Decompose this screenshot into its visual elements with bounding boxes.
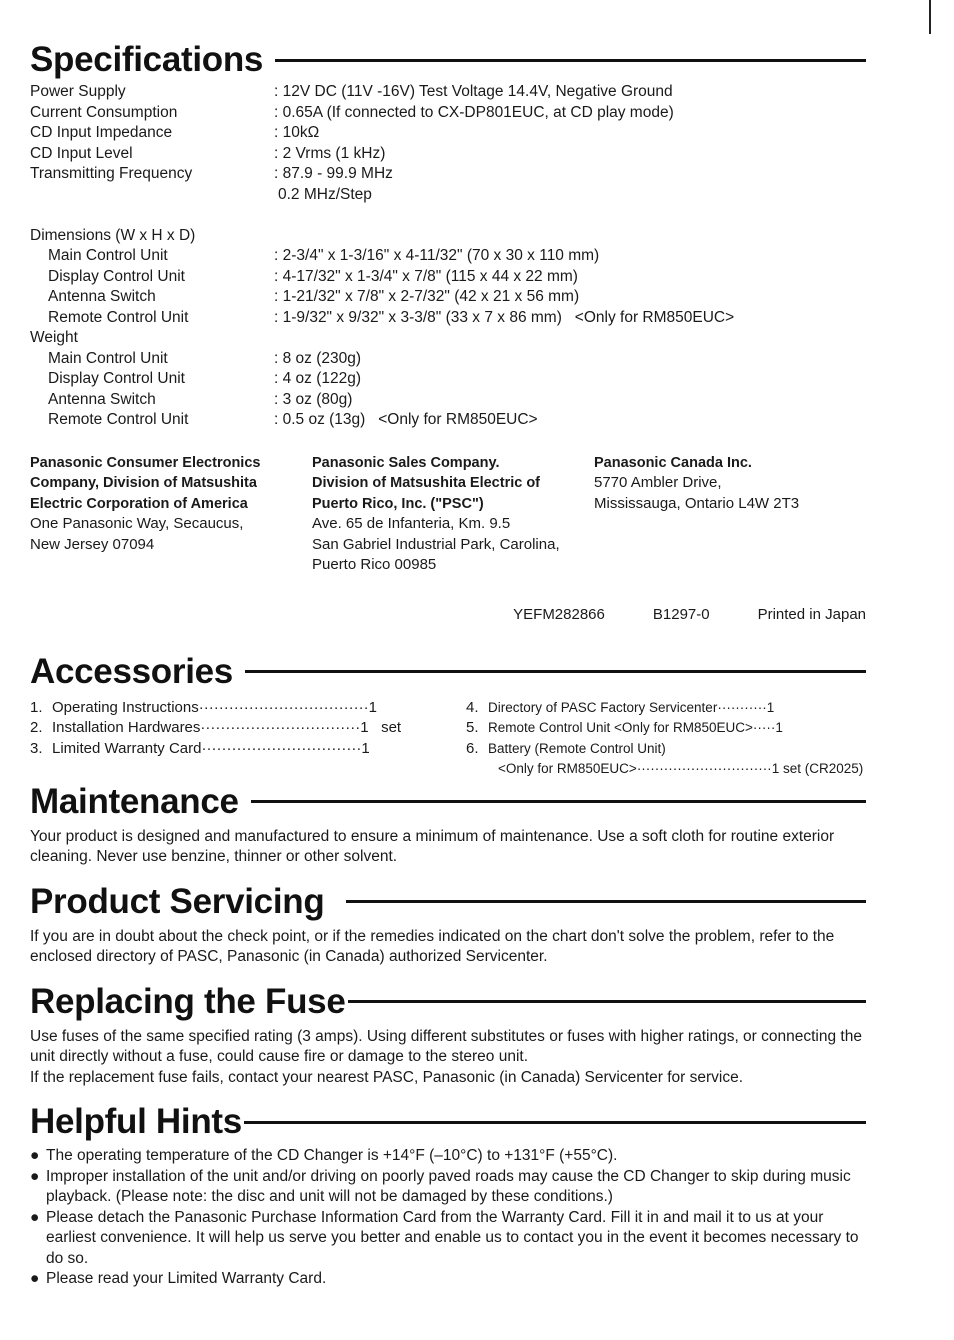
list-item: [466, 759, 866, 780]
leader-dots: ···········: [717, 699, 767, 715]
spec-row: [30, 82, 866, 103]
weight-label: Weight: [30, 329, 78, 346]
spec-value: : 0.65A (If connected to CX-DP801EUC, at CD play mode): [274, 103, 674, 121]
heading-rule: [348, 1000, 867, 1003]
item-number: 5.: [466, 719, 479, 736]
fuse-title: Replacing the Fuse: [30, 981, 346, 1021]
item-name: Operating Instructions: [52, 698, 199, 716]
print-info: [30, 606, 866, 626]
helpful-hints-heading: [30, 1102, 866, 1142]
document-code: YEFM282866: [513, 605, 605, 623]
item-number: 3.: [30, 739, 43, 757]
spec-row: [30, 308, 866, 329]
spec-value: : 2-3/4" x 1-3/16" x 4-11/32" (70 x 30 x 110 mm): [274, 247, 600, 264]
spec-row: [30, 246, 866, 267]
spec-label: Display Control Unit: [48, 370, 185, 387]
list-item: [30, 698, 466, 719]
item-name: Remote Control Unit <Only for RM850EUC>: [488, 720, 753, 735]
item-number: 1.: [30, 698, 43, 716]
heading-rule: [251, 800, 866, 803]
list-item: [30, 718, 466, 739]
spec-value: : 12V DC (11V -16V) Test Voltage 14.4V, Negative Ground: [274, 83, 673, 100]
hints-list: [30, 1146, 866, 1290]
spec-label: Current Consumption: [30, 103, 178, 121]
hint-text: Please detach the Panasonic Purchase Information Card from the Warranty Card. Fill it in and mail it to us at your earliest convenience. It will help us serve you better and enable us to contact you in the event it becomes necessary to do so.: [46, 1208, 859, 1267]
item-name: <Only for RM850EUC>: [498, 761, 637, 776]
spec-label: Antenna Switch: [48, 390, 156, 408]
company-name: Electric Corporation of America: [30, 495, 248, 512]
spec-label: [30, 185, 274, 206]
address-line: Puerto Rico 00985: [312, 556, 437, 573]
maintenance-title: Maintenance: [30, 781, 239, 821]
spec-row: [30, 287, 866, 308]
item-qty: 1: [775, 720, 783, 735]
item-qty: 1: [766, 699, 775, 715]
bullet-icon: ●: [30, 1147, 40, 1164]
heading-rule: [275, 59, 866, 62]
company-name: Panasonic Canada Inc.: [594, 454, 752, 471]
item-number: 2.: [30, 719, 43, 736]
spec-label: Remote Control Unit: [48, 411, 189, 428]
address-line: Mississauga, Ontario L4W 2T3: [594, 494, 800, 512]
spec-value: : 4 oz (122g): [274, 370, 362, 387]
address-block-america: [30, 453, 312, 576]
company-name: Panasonic Sales Company.: [312, 454, 500, 471]
spec-value: : 1-9/32" x 9/32" x 3-3/8" (33 x 7 x 86 mm) <Only for RM850EUC>: [274, 308, 735, 326]
spec-row: [30, 410, 866, 431]
list-item: [30, 1208, 866, 1270]
accessories-right-column: [466, 698, 866, 780]
spec-value: : 4-17/32" x 1-3/4" x 7/8" (115 x 44 x 22 mm): [274, 267, 578, 285]
spec-label: CD Input Impedance: [30, 124, 173, 141]
hint-text: The operating temperature of the CD Changer is +14°F (–10°C) to +131°F (+55°C).: [46, 1147, 618, 1164]
address-block-puerto-rico: [312, 453, 594, 576]
leader-dots: ································: [200, 719, 361, 736]
list-item: [30, 1167, 866, 1208]
accessories-title: Accessories: [30, 651, 233, 691]
item-name: Battery (Remote Control Unit): [488, 740, 666, 756]
item-number: 4.: [466, 698, 479, 716]
spec-label: Power Supply: [30, 83, 126, 100]
list-item: [466, 698, 866, 719]
leader-dots: ······························: [636, 761, 772, 776]
leader-dots: ································: [201, 739, 362, 757]
spec-row: [30, 185, 866, 206]
spec-label: Antenna Switch: [48, 288, 156, 305]
bullet-icon: ●: [30, 1270, 40, 1287]
item-qty: 1: [361, 739, 370, 757]
leader-dots: ·····: [752, 720, 776, 735]
spec-row: [30, 144, 866, 165]
maintenance-text: Your product is designed and manufactured to ensure a minimum of maintenance. Use a soft cloth for routine exterior cleaning. Never use benzine, thinner or other solvent.: [30, 827, 835, 865]
accessories-heading: [30, 652, 866, 692]
item-number: 6.: [466, 739, 479, 757]
list-item: [30, 739, 466, 760]
spec-label: Display Control Unit: [48, 267, 185, 285]
product-servicing-heading: [30, 882, 866, 922]
spec-label: Transmitting Frequency: [30, 165, 193, 182]
company-name: Panasonic Consumer Electronics: [30, 454, 261, 471]
spec-value: : 2 Vrms (1 kHz): [274, 144, 386, 162]
specifications-heading: [30, 40, 866, 80]
spec-group-label: [30, 328, 866, 349]
item-name: Limited Warranty Card: [52, 739, 202, 757]
accessories-list: [30, 698, 866, 780]
spec-value: : 87.9 - 99.9 MHz: [274, 165, 393, 182]
address-line: One Panasonic Way, Secaucus,: [30, 515, 244, 532]
list-item: [30, 1269, 866, 1290]
spec-row: [30, 349, 866, 370]
company-name: Company, Division of Matsushita: [30, 475, 257, 491]
address-line: Ave. 65 de Infanteria, Km. 9.5: [312, 515, 511, 532]
spec-group-label: [30, 226, 866, 247]
page-edge-mark: [929, 0, 931, 34]
heading-rule: [245, 670, 866, 673]
helpful-hints-title: Helpful Hints: [30, 1102, 242, 1141]
fuse-heading: [30, 982, 866, 1022]
list-item: [466, 739, 866, 760]
company-addresses: [30, 453, 866, 576]
item-name: Directory of PASC Factory Servicenter: [488, 699, 718, 715]
batch-code: B1297-0: [652, 605, 710, 623]
maintenance-heading: [30, 782, 866, 822]
spec-value: : 0.5 oz (13g) <Only for RM850EUC>: [274, 411, 538, 428]
spec-row: [30, 390, 866, 411]
hint-text: Please read your Limited Warranty Card.: [46, 1270, 327, 1287]
item-name: Installation Hardwares: [52, 719, 201, 736]
fuse-text: Use fuses of the same specified rating (3 amps). Using different substitutes or fuses with higher ratings, or connecting the unit directly without a fuse, could cause fire or damage to the stereo unit.: [30, 1027, 862, 1065]
dimensions-label: Dimensions (W x H x D): [30, 226, 196, 244]
spec-value: 0.2 MHz/Step: [278, 185, 372, 203]
spec-row: [30, 123, 866, 144]
hint-text: Improper installation of the unit and/or driving on poorly paved roads may cause the CD Changer to skip during music playback. (Please note: the disc and unit will not be damaged by these conditions.): [46, 1167, 851, 1205]
address-line: 5770 Ambler Drive,: [594, 474, 722, 491]
printed-in: Printed in Japan: [757, 605, 866, 623]
spec-row: [30, 267, 866, 288]
spec-row: [30, 164, 866, 185]
address-line: New Jersey 07094: [30, 535, 155, 553]
specifications-title: Specifications: [30, 40, 264, 79]
spec-label: Main Control Unit: [48, 247, 168, 264]
company-name: Division of Matsushita Electric of: [312, 475, 541, 491]
item-qty: 1 set (CR2025): [771, 761, 864, 776]
spec-row: [30, 103, 866, 124]
spec-label: CD Input Level: [30, 144, 133, 162]
spec-label: Main Control Unit: [48, 349, 168, 367]
spec-value: : 10kΩ: [274, 124, 320, 141]
address-block-canada: [594, 453, 866, 576]
bullet-icon: ●: [30, 1208, 40, 1226]
item-qty: 1: [368, 698, 377, 716]
item-qty: 1 set: [360, 719, 402, 736]
list-item: [466, 718, 866, 739]
fuse-text-service: If the replacement fuse fails, contact your nearest PASC, Panasonic (in Canada) Servicenter for service.: [30, 1068, 744, 1086]
spec-value: : 3 oz (80g): [274, 390, 353, 408]
accessories-left-column: [30, 698, 466, 780]
product-servicing-title: Product Servicing: [30, 881, 325, 921]
spec-label: Remote Control Unit: [48, 308, 189, 326]
heading-rule: [346, 900, 866, 903]
leader-dots: ··································: [198, 698, 369, 716]
spec-row: [30, 369, 866, 390]
heading-rule: [244, 1121, 866, 1124]
manual-page: [30, 40, 866, 1290]
bullet-icon: ●: [30, 1167, 40, 1185]
spec-value: : 8 oz (230g): [274, 349, 362, 367]
address-line: San Gabriel Industrial Park, Carolina,: [312, 535, 560, 553]
list-item: [30, 1146, 866, 1167]
spec-value: : 1-21/32" x 7/8" x 2-7/32" (42 x 21 x 56 mm): [274, 288, 580, 305]
company-name: Puerto Rico, Inc. ("PSC"): [312, 495, 484, 512]
specifications-table: [30, 82, 866, 431]
product-servicing-text: If you are in doubt about the check point, or if the remedies indicated on the chart don't solve the problem, refer to the enclosed directory of PASC, Panasonic (in Canada) authorized Servicenter.: [30, 927, 835, 965]
